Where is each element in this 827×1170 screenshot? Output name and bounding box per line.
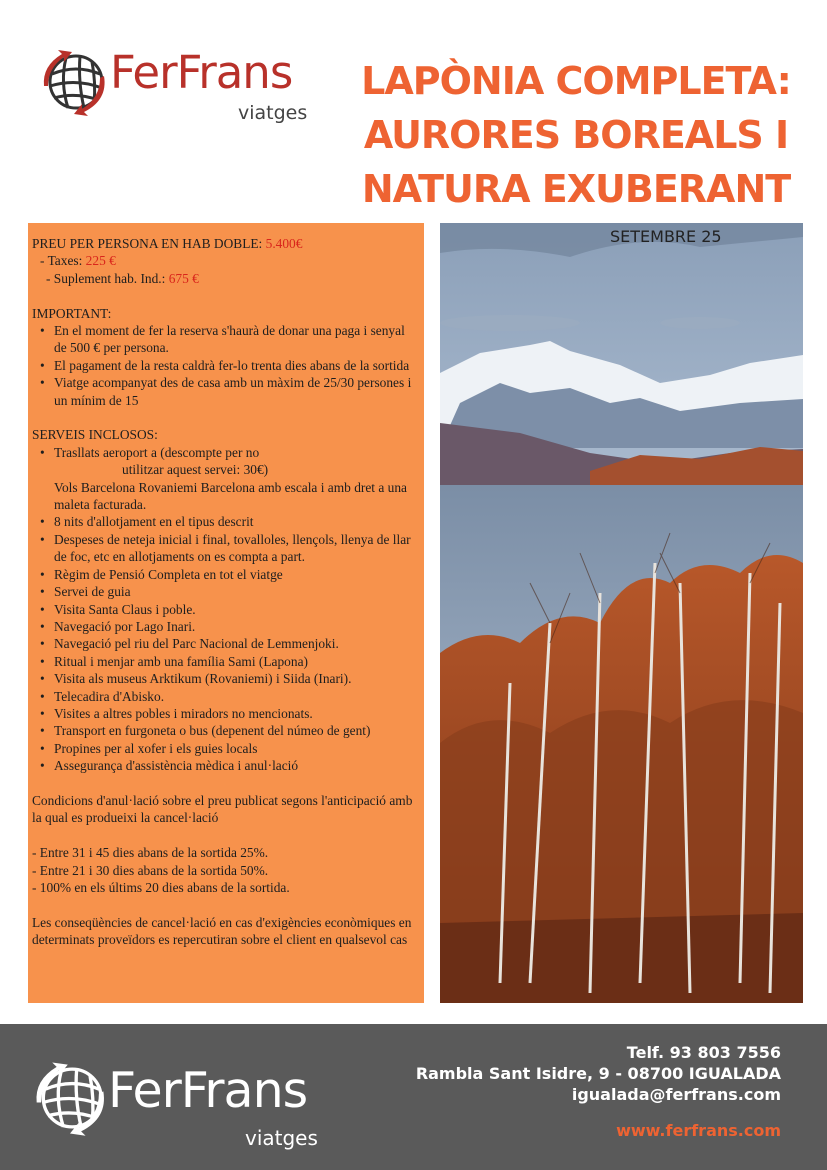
list-item: • Ritual i menjar amb una família Sami (Lapona) xyxy=(38,653,418,670)
website-link[interactable]: www.ferfrans.com xyxy=(616,1121,781,1140)
services-heading: SERVEIS INCLOSOS: xyxy=(32,427,158,443)
footer-brand-tagline: viatges xyxy=(245,1126,318,1150)
list-item: • Despeses de neteja inicial i final, tovalloles, llençols, llenya de llar de foc, etc en allotjaments on es compta a part. xyxy=(38,531,418,566)
list-item: • Telecadira d'Abisko. xyxy=(38,688,418,705)
supplement-line: - Suplement hab. Ind.: 675 € xyxy=(46,270,199,286)
cancellation-item: - Entre 21 i 30 dies abans de la sortida 50%. xyxy=(32,862,269,878)
supplement-value: 675 € xyxy=(168,270,199,286)
list-item: • Navegació pel riu del Parc Nacional de Lemmenjoki. xyxy=(38,635,418,652)
email-link[interactable]: igualada@ferfrans.com xyxy=(571,1085,781,1104)
address: Rambla Sant Isidre, 9 - 08700 IGUALADA xyxy=(415,1064,781,1083)
trip-details-panel xyxy=(28,223,424,1003)
cancellation-intro: Condicions d'anul·lació sobre el preu publicat segons l'anticipació amb la qual es produeixi la cancel·lació xyxy=(32,792,413,826)
footer-brand-name: FerFrans xyxy=(108,1062,308,1119)
title-line-3: NATURA EXUBERANT xyxy=(361,167,791,211)
list-item: • Servei de guia xyxy=(38,583,418,600)
list-item: • Visites a altres pobles i miradors no mencionats. xyxy=(38,705,418,722)
list-item: • Assegurança d'assistència mèdica i anul·lació xyxy=(38,757,418,774)
list-item: • Propines per al xofer i els guies locals xyxy=(38,740,418,757)
list-item: • El pagament de la resta caldrà fer-lo trenta dies abans de la sortida xyxy=(38,357,418,374)
list-item: • Trasllats aeroport a (descompte per no utilitzar aquest servei: 30€) Vols Barcelona Rovaniemi Barcelona amb escala i amb dret a una maleta facturada. xyxy=(38,444,418,514)
departure-date: SETEMBRE 25 xyxy=(610,227,722,246)
list-item: • Visita als museus Arktikum (Rovaniemi) i Siida (Inari). xyxy=(38,670,418,687)
footer xyxy=(0,1024,827,1170)
list-item: • Viatge acompanyat des de casa amb un màxim de 25/30 persones i un mínim de 15 xyxy=(38,374,418,409)
list-item: • Visita Santa Claus i poble. xyxy=(38,601,418,618)
list-item: • Navegació por Lago Inari. xyxy=(38,618,418,635)
important-list xyxy=(32,322,418,409)
price-line: PREU PER PERSONA EN HAB DOBLE: 5.400€ xyxy=(32,236,303,251)
taxes-value: 225 € xyxy=(85,253,116,269)
taxes-line: - Taxes: 225 € xyxy=(40,253,116,269)
cancellation-item: - Entre 31 i 45 dies abans de la sortida 25%. xyxy=(32,845,269,861)
globe-logo-icon xyxy=(30,1058,110,1138)
services-list xyxy=(32,444,418,775)
price-value: 5.400€ xyxy=(265,236,303,251)
page-title xyxy=(346,54,806,216)
list-item: • En el moment de fer la reserva s'haurà de donar una paga i senyal de 500 € per persona. xyxy=(38,322,418,357)
title-line-2: AURORES BOREALS I xyxy=(363,113,789,157)
footer-logo[interactable] xyxy=(30,1046,330,1156)
lapland-landscape-photo xyxy=(440,223,803,1003)
brand-logo[interactable] xyxy=(38,40,338,132)
globe-logo-icon xyxy=(38,46,110,118)
phone[interactable]: Telf. 93 803 7556 xyxy=(626,1043,781,1062)
contact-info xyxy=(416,1042,781,1105)
cancellation-item: - 100% en els últims 20 dies abans de la sortida. xyxy=(32,879,290,895)
cancellation-note: Les conseqüències de cancel·lació en cas d'exigències econòmiques en determinats proveïdors es repercutiran sobre el client en qualsevol cas xyxy=(32,914,412,948)
list-item: • Règim de Pensió Completa en tot el viatge xyxy=(38,566,418,583)
important-heading: IMPORTANT: xyxy=(32,305,112,321)
list-item: • Transport en furgoneta o bus (depenent del númeo de gent) xyxy=(38,722,418,739)
list-item: • 8 nits d'allotjament en el tipus descrit xyxy=(38,513,418,530)
title-line-1: LAPÒNIA COMPLETA: xyxy=(361,59,791,103)
brand-tagline: viatges xyxy=(238,102,308,124)
brand-name: FerFrans xyxy=(110,46,293,99)
